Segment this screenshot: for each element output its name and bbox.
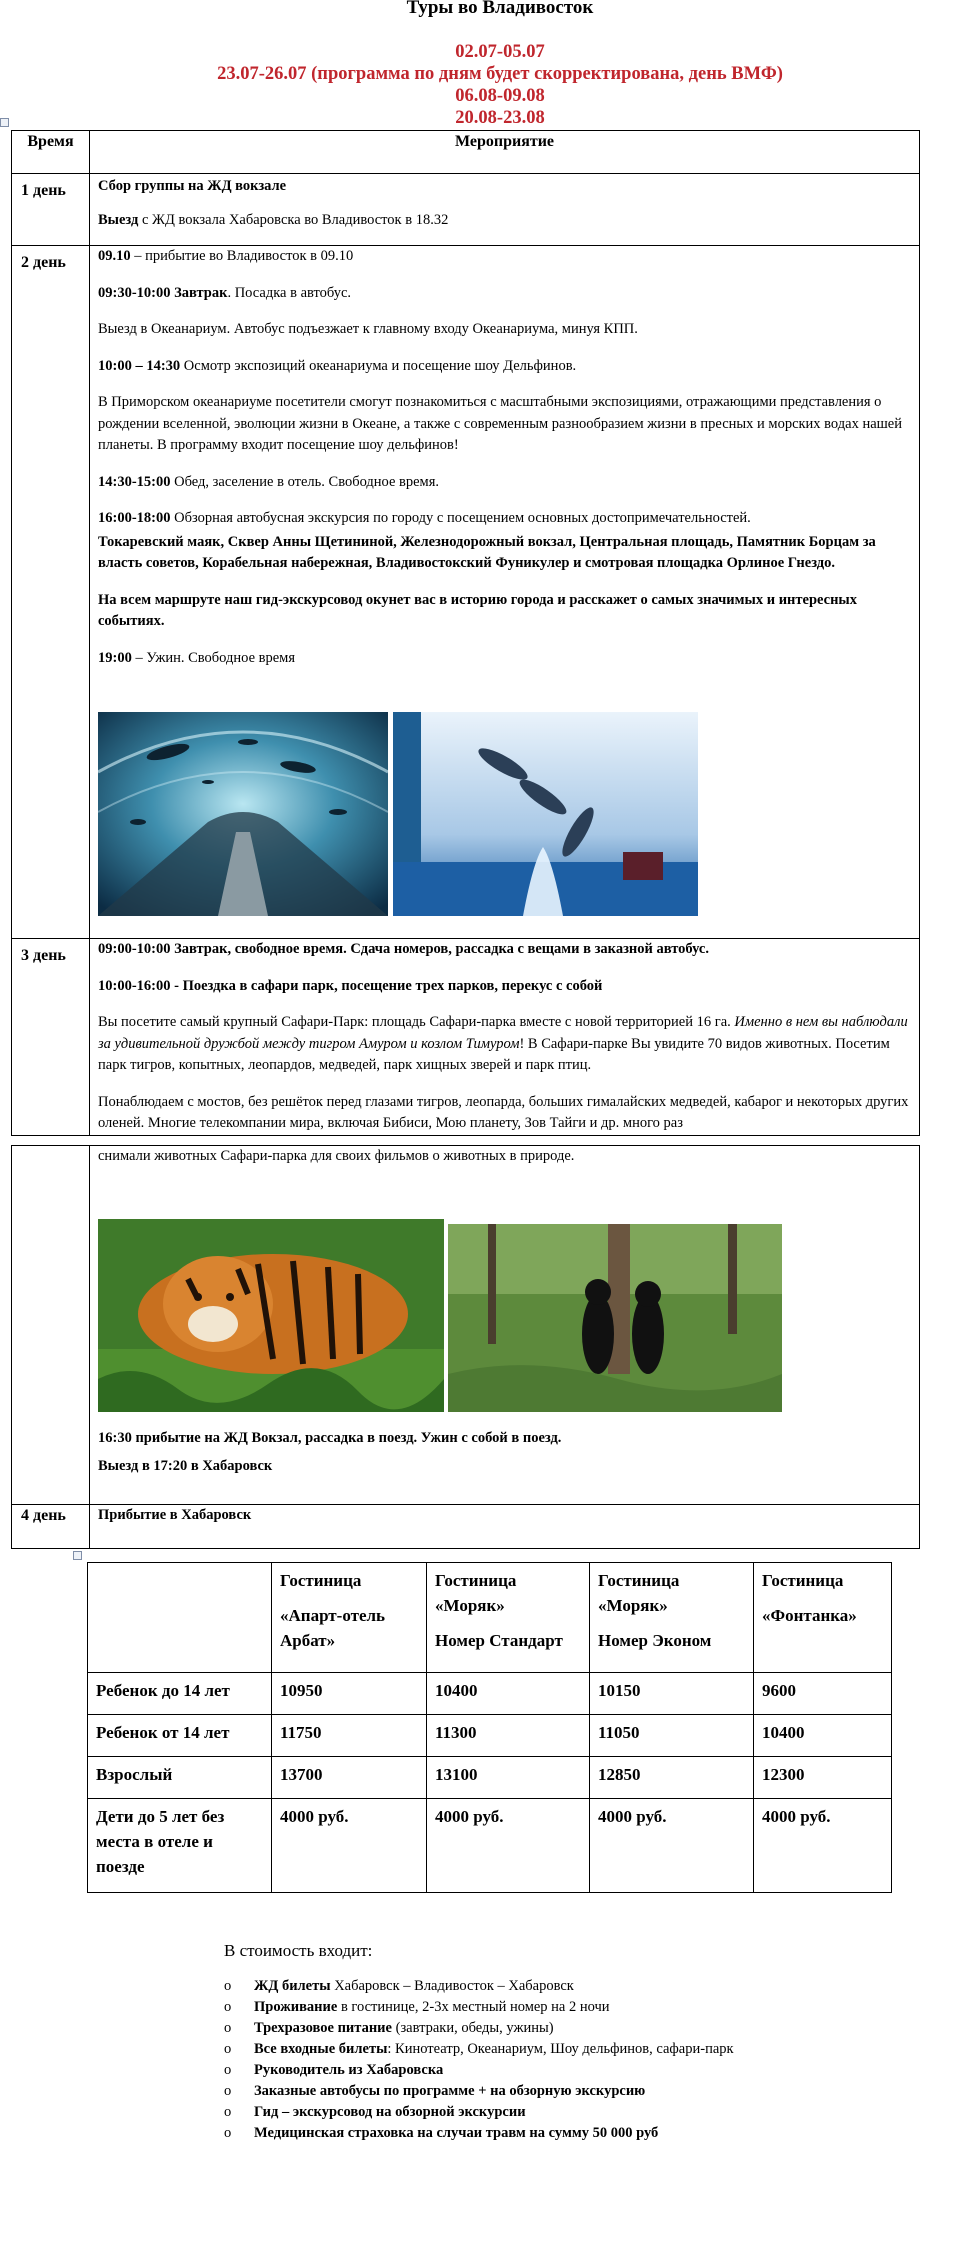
bullet-icon: o (224, 1978, 232, 1994)
price-row-label: Дети до 5 лет без места в отеле и поезде (88, 1799, 272, 1893)
list-item (200, 1976, 734, 1997)
day2-label: 2 день (12, 246, 90, 939)
price-row-label: Взрослый (88, 1757, 272, 1799)
hotel-3-line1: Гостиница «Моряк» (598, 1571, 680, 1615)
price-cell: 4000 руб. (272, 1799, 427, 1893)
day3-label: 3 день (12, 939, 90, 1136)
day3-cont-time (12, 1146, 90, 1505)
item-bold: ЖД билеты (254, 1978, 331, 1994)
hotel-1-line3: «Апарт-отель Арбат» (280, 1606, 386, 1650)
day2-city-text: Обзорная автобусная экскурсия по городу с посещением основных достопримечательностей. (170, 510, 751, 526)
price-header-empty (88, 1563, 272, 1673)
day1-depart-bold: Выезд (98, 211, 139, 228)
price-table (87, 1562, 892, 1893)
price-cell: 9600 (754, 1673, 892, 1715)
item-text: в гостинице, 2-3х местный номер на 2 ночи (337, 1999, 610, 2015)
item-text: Хабаровск – Владивосток – Хабаровск (330, 1978, 574, 1994)
item-bold: Медицинская страховка на случаи травм на сумму 50 000 руб (254, 2125, 659, 2141)
day2-guide: На всем маршруте наш гид-экскурсовод окунет вас в историю города и расскажет о самых значимых и интересных событиях. (98, 591, 857, 629)
day2-oceanarium-trip: Выезд в Океанариум. Автобус подъезжает к главному входу Океанариума, минуя КПП. (98, 321, 638, 337)
list-item (200, 2081, 734, 2102)
price-header-row (88, 1563, 892, 1673)
day2-tour-text: Осмотр экспозиций океанариума и посещение шоу Дельфинов. (180, 357, 577, 374)
day3-safari: 10:00-16:00 - Поездка в сафари парк, посещение трех парков, перекус с собой (98, 977, 603, 994)
day4-label: 4 день (12, 1505, 90, 1549)
price-cell: 4000 руб. (754, 1799, 892, 1893)
hotel-1-line2 (280, 1593, 418, 1603)
day3-cell (90, 939, 920, 1136)
table-row-day3 (12, 939, 920, 1136)
day3-morning: 09:00-10:00 Завтрак, свободное время. Сдача номеров, рассадка с вещами в заказной автобус. (98, 941, 709, 957)
day3-desc-text-2: ! В Сафари-парке Вы увидите 70 видов животных. Посетим парк тигров, копытных, леопардов, медведей, парк хищных зверей и парк птиц. (98, 1035, 890, 1073)
price-cell: 11300 (427, 1715, 590, 1757)
hotel-header-2 (427, 1563, 590, 1673)
table-row-day2 (12, 246, 920, 939)
price-cell: 12850 (590, 1757, 754, 1799)
table-row-day4 (12, 1505, 920, 1549)
tour-dates (0, 41, 970, 129)
tour-date-1: 02.07-05.07 (455, 42, 545, 62)
day2-arrive-text: – прибытие во Владивосток в 09.10 (130, 248, 354, 264)
day2-tour (98, 356, 911, 378)
day2-breakfast (98, 283, 911, 305)
col-event-header: Мероприятие (90, 131, 920, 174)
item-bold: Трехразовое питание (254, 2020, 392, 2036)
tour-date-4: 20.08-23.08 (455, 108, 545, 128)
price-cell: 13700 (272, 1757, 427, 1799)
price-table-move-handle[interactable] (73, 1551, 82, 1560)
hotel-4-line1: Гостиница (762, 1571, 844, 1590)
day2-arrive (98, 246, 911, 268)
price-row-label: Ребенок до 14 лет (88, 1673, 272, 1715)
list-item (200, 2123, 734, 2144)
hotel-3-line3: Номер Эконом (598, 1631, 712, 1650)
item-bold: Заказные автобусы по программе + на обзорную экскурсию (254, 2083, 646, 2099)
hotel-2-line1: Гостиница «Моряк» (435, 1571, 517, 1615)
day3-desc (98, 1012, 911, 1077)
day2-lunch-text: Обед, заселение в отель. Свободное время. (170, 473, 440, 490)
hotel-header-1 (272, 1563, 427, 1673)
table-row-day1 (12, 174, 920, 246)
bullet-icon: o (224, 2062, 232, 2078)
bullet-icon: o (224, 2104, 232, 2120)
day2-dinner-text: – Ужин. Свободное время (131, 649, 296, 666)
price-cell: 10950 (272, 1673, 427, 1715)
hotel-2-line2 (435, 1618, 581, 1628)
price-row (88, 1799, 892, 1893)
program-table (11, 130, 920, 1136)
tiger-photo (98, 1219, 444, 1412)
list-item (200, 2039, 734, 2060)
price-row (88, 1673, 892, 1715)
day2-oceanarium-desc: В Приморском океанариуме посетители смогут познакомиться с масштабными экспозициями, отражающими представления о рождении вселенной, эволюции жизни в Океане, а также с современным разнообразием жизни в пресных и морских водах нашей планеты. В программу входит посещение шоу дельфинов! (98, 394, 903, 453)
tour-date-3: 06.08-09.08 (455, 86, 545, 106)
hotel-header-3 (590, 1563, 754, 1673)
day1-cell (90, 174, 920, 246)
day2-tour-bold: 10:00 – 14:30 (98, 357, 181, 374)
price-row (88, 1715, 892, 1757)
table-move-handle[interactable] (0, 118, 9, 127)
day2-breakfast-text: . Посадка в автобус. (227, 284, 352, 301)
day3-watch: Понаблюдаем с мостов, без решёток перед глазами тигров, леопарда, больших гималайских медведей, кабарог и некоторых других оленей. Многие телекомпании мира, включая Бибиси, Мою планету, Зов Тайги и др. много раз (98, 1093, 909, 1131)
day1-gather: Сбор группы на ЖД вокзале (98, 178, 287, 194)
price-cell: 10400 (754, 1715, 892, 1757)
day3-cont-cell (90, 1146, 920, 1505)
day2-lunch (98, 472, 911, 494)
item-bold: Проживание (254, 1999, 338, 2015)
price-cell: 11750 (272, 1715, 427, 1757)
list-item (200, 2102, 734, 2123)
hotel-1-line1: Гостиница (280, 1571, 362, 1590)
bullet-icon: o (224, 2041, 232, 2057)
price-row-label: Ребенок от 14 лет (88, 1715, 272, 1757)
oceanarium-tunnel-photo (98, 712, 388, 916)
item-text: : Кинотеатр, Океанариум, Шоу дельфинов, сафари-парк (387, 2041, 734, 2057)
day1-depart (98, 210, 911, 232)
hotel-2-line3: Номер Стандарт (435, 1631, 563, 1650)
day2-lunch-bold: 14:30-15:00 (98, 473, 171, 490)
day2-dinner (98, 648, 911, 670)
day3-depart: Выезд в 17:20 в Хабаровск (98, 1458, 273, 1474)
bullet-icon: o (224, 2125, 232, 2141)
day2-dinner-bold: 19:00 (98, 649, 132, 666)
day2-city (98, 508, 911, 530)
item-bold: Гид – экскурсовод на обзорной экскурсии (254, 2104, 526, 2120)
price-cell: 13100 (427, 1757, 590, 1799)
bullet-icon: o (224, 1999, 232, 2015)
price-cell: 4000 руб. (590, 1799, 754, 1893)
day3-train: 16:30 прибытие на ЖД Вокзал, рассадка в поезд. Ужин с собой в поезд. (98, 1430, 562, 1446)
day1-label: 1 день (12, 174, 90, 246)
day3-desc-text: Вы посетите самый крупный Сафари-Парк: площадь Сафари-парка вместе с новой территорией 16 га. (98, 1014, 735, 1030)
item-bold: Все входные билеты (254, 2041, 388, 2057)
price-cell: 12300 (754, 1757, 892, 1799)
day2-cell (90, 246, 920, 939)
dolphin-show-photo (393, 712, 698, 916)
hotel-4-line2 (762, 1593, 883, 1603)
table-row-day3-cont (12, 1146, 920, 1505)
day3-watch-cont: снимали животных Сафари-парка для своих фильмов о животных в природе. (98, 1148, 575, 1164)
included-list (200, 1976, 734, 2144)
page-title: Туры во Владивосток (406, 0, 594, 18)
price-cell: 10150 (590, 1673, 754, 1715)
bullet-icon: o (224, 2083, 232, 2099)
col-time-header: Время (12, 131, 90, 174)
item-bold: Руководитель из Хабаровска (254, 2062, 444, 2078)
list-item (200, 1997, 734, 2018)
price-row (88, 1757, 892, 1799)
hotel-4-line3: «Фонтанка» (762, 1606, 857, 1625)
price-cell: 4000 руб. (427, 1799, 590, 1893)
item-text: (завтраки, обеды, ужины) (391, 2020, 554, 2036)
tour-date-2: 23.07-26.07 (программа по дням будет скорректирована, день ВМФ) (217, 64, 783, 84)
day2-city-bold: 16:00-18:00 (98, 510, 171, 526)
price-cell: 11050 (590, 1715, 754, 1757)
included-title: В стоимость входит: (224, 1941, 373, 1960)
list-item (200, 2060, 734, 2081)
day3-desc-italic: Именно в нем вы наблюдали за удивительной дружбой между тигром Амуром и козлом Тимуром (98, 1014, 908, 1052)
bullet-icon: o (224, 2020, 232, 2036)
day1-depart-text: с ЖД вокзала Хабаровска во Владивосток в 18.32 (138, 211, 449, 228)
list-item (200, 2018, 734, 2039)
price-cell: 10400 (427, 1673, 590, 1715)
program-table-continued (11, 1145, 920, 1549)
day2-arrive-bold: 09.10 (98, 248, 131, 264)
day2-sights: Токаревский маяк, Сквер Анны Щетининой, Железнодорожный вокзал, Центральная площадь, Памятник Борцам за власть советов, Корабельная набережная, Владивостокский Фуникулер и смотровая площадка Орлиное Гнездо. (98, 533, 876, 571)
day4-text: Прибытие в Хабаровск (90, 1505, 920, 1549)
hotel-3-line2 (598, 1618, 745, 1628)
day2-breakfast-bold: 09:30-10:00 Завтрак (98, 284, 228, 301)
hotel-header-4 (754, 1563, 892, 1673)
bears-photo (448, 1224, 782, 1412)
